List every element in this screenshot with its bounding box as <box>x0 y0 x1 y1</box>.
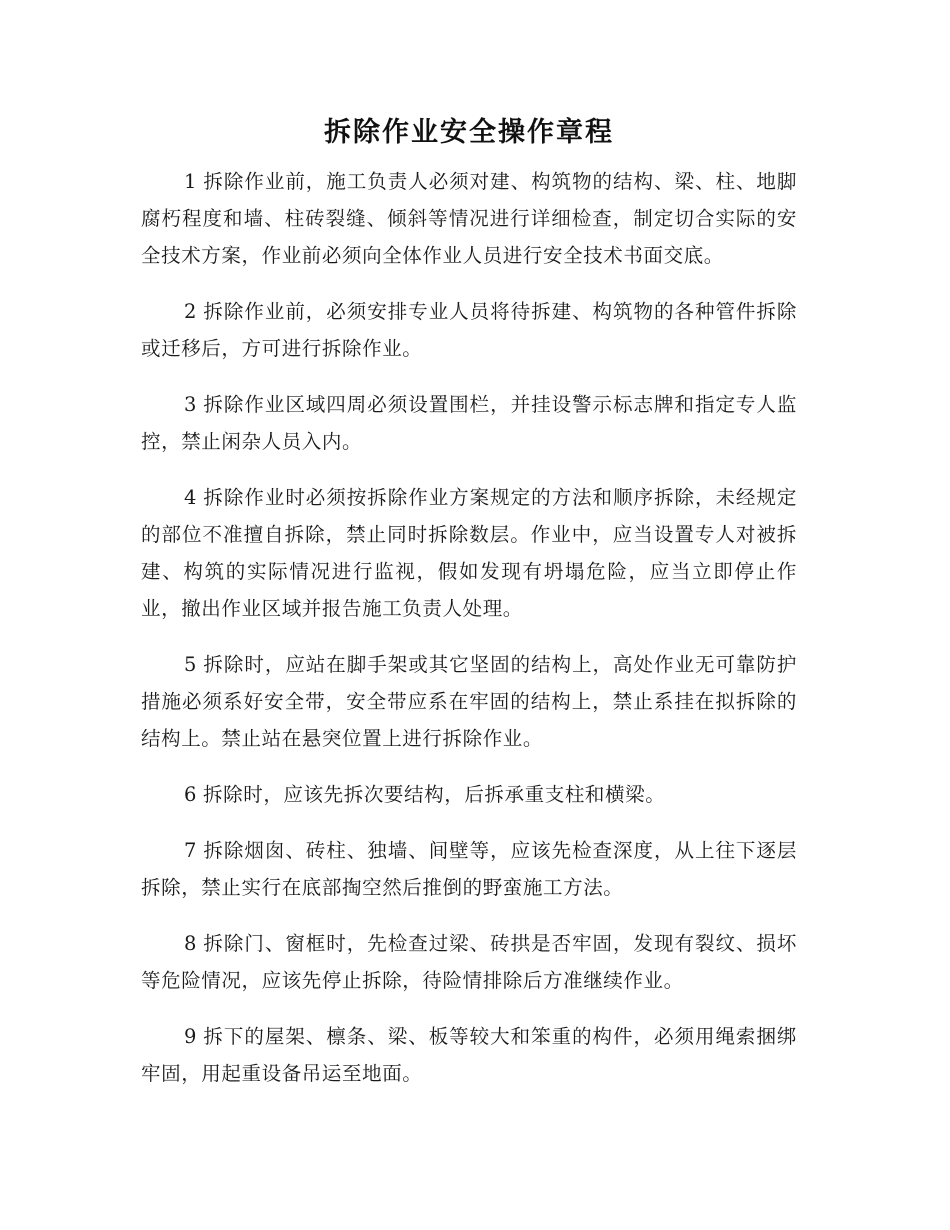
clause-number: 3 <box>184 393 198 416</box>
clause-text: 拆除作业前，施工负责人必须对建、构筑物的结构、梁、柱、地脚腐朽程度和墙、柱砖裂缝、倾斜等情况进行详细检查，制定切合实际的安全技术方案，作业前必须向全体作业人员进行安全技术书面交底。 <box>141 170 797 267</box>
clause-item <box>141 1018 797 1092</box>
clause-number: 9 <box>184 1025 198 1048</box>
clause-item <box>141 163 797 274</box>
clause-text: 拆除时，应站在脚手架或其它坚固的结构上，高处作业无可靠防护措施必须系好安全带，安全带应系在牢固的结构上，禁止系挂在拟拆除的结构上。禁止站在悬突位置上进行拆除作业。 <box>141 653 797 750</box>
clause-text: 拆除烟囱、砖柱、独墙、间壁等，应该先检查深度，从上往下逐层拆除，禁止实行在底部掏空然后推倒的野蛮施工方法。 <box>141 839 797 899</box>
clause-item <box>141 776 797 813</box>
clause-item <box>141 646 797 757</box>
clause-item <box>141 925 797 999</box>
clause-number: 1 <box>184 170 198 193</box>
clause-list <box>141 163 797 1092</box>
clause-text: 拆除时，应该先拆次要结构，后拆承重支柱和横梁。 <box>203 783 666 806</box>
clause-text: 拆除作业前，必须安排专业人员将待拆建、构筑物的各种管件拆除或迁移后，方可进行拆除作业。 <box>141 300 797 360</box>
clause-text: 拆除门、窗框时，先检查过梁、砖拱是否牢固，发现有裂纹、损坏等危险情况，应该先停止拆除，待险情排除后方准继续作业。 <box>141 932 797 992</box>
clause-number: 2 <box>184 300 198 323</box>
document-title: 拆除作业安全操作章程 <box>324 117 614 148</box>
clause-item <box>141 832 797 906</box>
clause-number: 6 <box>184 783 198 806</box>
clause-number: 4 <box>184 486 198 509</box>
clause-number: 8 <box>184 932 198 955</box>
clause-item <box>141 293 797 367</box>
clause-text: 拆除作业区域四周必须设置围栏，并挂设警示标志牌和指定专人监控，禁止闲杂人员入内。 <box>141 393 797 453</box>
document-page <box>141 0 797 1111</box>
clause-text: 拆下的屋架、檩条、梁、板等较大和笨重的构件，必须用绳索捆绑牢固，用起重设备吊运至地面。 <box>141 1025 797 1085</box>
clause-text: 拆除作业时必须按拆除作业方案规定的方法和顺序拆除，未经规定的部位不准擅自拆除，禁止同时拆除数层。作业中，应当设置专人对被拆建、构筑的实际情况进行监视，假如发现有坍塌危险，应当立即停止作业，撤出作业区域并报告施工负责人处理。 <box>141 486 797 620</box>
clause-number: 7 <box>184 839 198 862</box>
clause-number: 5 <box>184 653 198 676</box>
clause-item <box>141 386 797 460</box>
clause-item <box>141 479 797 627</box>
